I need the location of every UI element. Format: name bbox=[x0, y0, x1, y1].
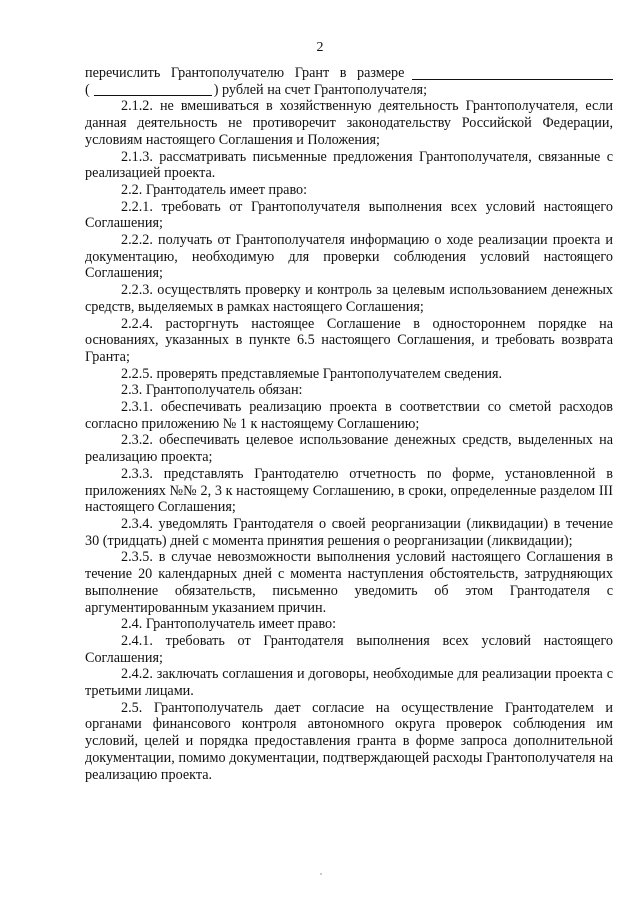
document-body bbox=[85, 65, 613, 783]
grant-amount-words-line bbox=[85, 82, 613, 99]
page-number: 2 bbox=[316, 40, 324, 55]
grant-amount-line bbox=[85, 65, 613, 82]
clause-2-3-4: 2.3.4. уведомлять Грантодателя о своей реорганизации (ликвидации) в течение 30 (тридцать) дней с момента принятия решения о реорганизации (ликвидации); bbox=[85, 515, 613, 549]
clause-2-3-1: 2.3.1. обеспечивать реализацию проекта в соответствии со сметой расходов согласно приложению № 1 к настоящему Соглашению; bbox=[85, 399, 613, 432]
scan-speck bbox=[320, 873, 322, 875]
clause-2-1-2: 2.1.2. не вмешиваться в хозяйственную деятельность Грантополучателя, если данная деятельность не противоречит законодательству Российской Федерации, условиям настоящего Соглашения и Положения; bbox=[85, 98, 613, 148]
clause-2-2-5: 2.2.5. проверять представляемые Грантополучателем сведения. bbox=[121, 365, 503, 382]
clause-2-5: 2.5. Грантополучатель дает согласие на осуществление Грантодателем и органами финансового контроля автономного округа проверок соблюдения им условий, целей и порядка предоставления гранта в форме запроса дополнительной документации, помимо документации, подтверждающей расходы Грантополучателя на реализацию проекта. bbox=[85, 699, 613, 783]
grant-amount-blank bbox=[412, 66, 613, 80]
grant-amount-text: перечислить Грантополучателю Грант в размере bbox=[85, 65, 405, 81]
clause-2-2-2: 2.2.2. получать от Грантополучателя информацию о ходе реализации проекта и документацию, необходимую для проверки соблюдения условий настоящего Соглашения; bbox=[85, 232, 613, 282]
clause-2-3-5: 2.3.5. в случае невозможности выполнения условий настоящего Соглашения в течение 20 календарных дней с момента наступления обстоятельств, затрудняющих выполнение обязательств, письменно уведомить об этом Грантодателя с аргументированным указанием причин. bbox=[85, 549, 613, 616]
clause-2-2-4: 2.2.4. расторгнуть настоящее Соглашение в одностороннем порядке на основаниях, указанных в пункте 6.5 настоящего Соглашения, и требовать возврата Гранта; bbox=[85, 315, 613, 365]
clause-2-2-3: 2.2.3. осуществлять проверку и контроль за целевым использованием денежных средств, выделяемых в рамках настоящего Соглашения; bbox=[85, 282, 613, 315]
clause-2-3-3: 2.3.3. представлять Грантодателю отчетность по форме, установленной в приложениях №№ 2, 3 к настоящему Соглашению, в сроки, определенные разделом III настоящего Соглашения; bbox=[85, 465, 613, 516]
open-paren: ( bbox=[85, 81, 90, 98]
clause-2-3: 2.3. Грантополучатель обязан: bbox=[121, 382, 303, 399]
clause-2-2-1: 2.2.1. требовать от Грантополучателя выполнения всех условий настоящего Соглашения; bbox=[85, 198, 613, 232]
grant-amount-words-blank bbox=[94, 82, 212, 96]
clause-2-4-2: 2.4.2. заключать соглашения и договоры, необходимые для реализации проекта с третьими лицами. bbox=[85, 666, 613, 700]
grant-amount-words-text: ) рублей на счет Грантополучателя; bbox=[213, 81, 428, 98]
clause-2-4-1: 2.4.1. требовать от Грантодателя выполнения всех условий настоящего Соглашения; bbox=[85, 632, 613, 666]
clause-2-3-2: 2.3.2. обеспечивать целевое использование денежных средств, выделенных на реализацию проекта; bbox=[85, 432, 613, 466]
clause-2-1-3: 2.1.3. рассматривать письменные предложения Грантополучателя, связанные с реализацией проекта. bbox=[85, 148, 613, 182]
clause-2-2: 2.2. Грантодатель имеет право: bbox=[121, 181, 308, 198]
clause-2-4: 2.4. Грантополучатель имеет право: bbox=[121, 616, 337, 633]
